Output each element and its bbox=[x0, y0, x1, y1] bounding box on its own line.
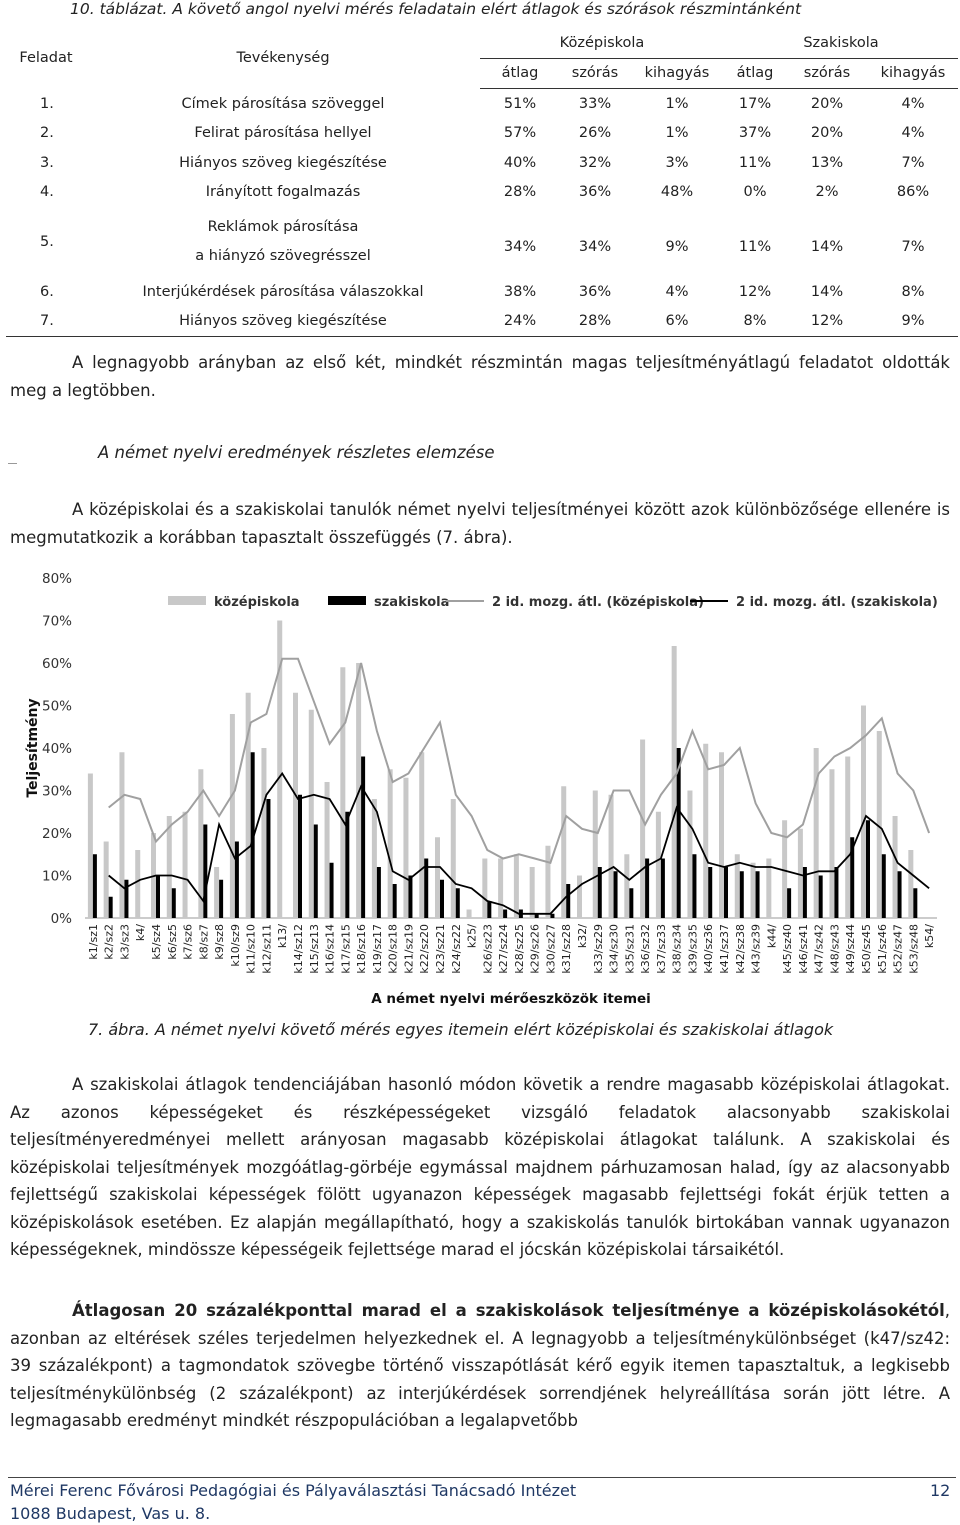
bar-kozepiskola bbox=[230, 714, 235, 918]
table-cell-value: 32% bbox=[578, 154, 612, 171]
table-row bbox=[6, 178, 958, 208]
table-subhead: szórás bbox=[786, 58, 868, 89]
bar-szakiskola bbox=[614, 871, 618, 918]
footer-address: 1088 Budapest, Vas u. 8. bbox=[10, 1504, 211, 1523]
table-row bbox=[6, 119, 958, 149]
x-tick-label: k54/ bbox=[923, 924, 937, 949]
bar-szakiskola bbox=[219, 880, 223, 918]
x-tick-label: k5/sz4 bbox=[150, 924, 163, 960]
table-cell-task: Hiányos szöveg kiegészítése bbox=[179, 154, 387, 171]
bar-kozepiskola bbox=[498, 859, 503, 919]
table-cell-value: 14% bbox=[810, 239, 844, 255]
bar-szakiskola bbox=[898, 871, 902, 918]
bar-kozepiskola bbox=[672, 646, 677, 918]
table-cell-value: 20% bbox=[810, 95, 844, 112]
table-row bbox=[6, 207, 958, 277]
bar-kozepiskola bbox=[482, 859, 487, 919]
table-subhead: szórás bbox=[560, 58, 630, 89]
table-cell-value: 11% bbox=[738, 154, 772, 171]
paragraph-4 bbox=[10, 1297, 950, 1435]
x-tick-label: k12/sz11 bbox=[260, 924, 274, 974]
bar-kozepiskola bbox=[435, 837, 440, 918]
table-cell-value: 7% bbox=[901, 239, 925, 255]
bar-kozepiskola bbox=[309, 710, 314, 918]
bar-szakiskola bbox=[487, 901, 491, 918]
x-tick-label: k31/sz28 bbox=[560, 924, 574, 974]
table-cell-value: 36% bbox=[578, 184, 612, 201]
table-cell-value: 7% bbox=[901, 154, 925, 171]
bar-kozepiskola bbox=[467, 910, 472, 919]
bar-kozepiskola bbox=[104, 842, 109, 919]
x-tick-label: k50/sz45 bbox=[860, 924, 873, 974]
x-tick-label: k17/sz15 bbox=[339, 924, 353, 974]
table-cell-num: 6. bbox=[40, 283, 54, 300]
x-tick-label: k43/sz39 bbox=[749, 924, 763, 974]
bar-kozepiskola bbox=[577, 876, 582, 919]
bar-kozepiskola bbox=[545, 846, 550, 918]
bar-szakiskola bbox=[503, 910, 507, 919]
x-tick-label: k19/sz17 bbox=[370, 924, 384, 974]
table-cell-task: Felirat párosítása hellyel bbox=[194, 125, 372, 142]
bar-kozepiskola bbox=[609, 795, 614, 918]
x-tick-label: k2/sz2 bbox=[102, 924, 116, 960]
table-cell-num: 5. bbox=[40, 234, 54, 250]
x-tick-label: k32/ bbox=[576, 924, 589, 949]
table-cell-value: 12% bbox=[786, 307, 868, 337]
bar-szakiskola bbox=[266, 799, 270, 918]
x-tick-label: k16/sz14 bbox=[323, 924, 337, 974]
x-tick-label: k48/sz43 bbox=[828, 924, 842, 974]
legend-label-kozepiskola: középiskola bbox=[214, 595, 300, 610]
table-cell-value: 0% bbox=[743, 184, 767, 201]
x-tick-label: k6/sz5 bbox=[165, 924, 179, 960]
paragraph-1: A legnagyobb arányban az első két, mindkét részmintán magas teljesítményátlagú feladatot oldották meg a legtöbben. bbox=[10, 353, 950, 400]
x-tick-label: k1/sz1 bbox=[86, 924, 100, 960]
bar-kozepiskola bbox=[640, 740, 645, 919]
chart-figure-7 bbox=[10, 563, 950, 1013]
bar-kozepiskola bbox=[656, 812, 661, 918]
table-subhead: kihagyás bbox=[868, 58, 958, 89]
x-tick-label: k29/sz26 bbox=[528, 924, 542, 974]
table-cell-task-line1: Reklámok párosítása bbox=[207, 219, 359, 235]
x-tick-label: k45/sz40 bbox=[781, 924, 795, 974]
bar-szakiskola bbox=[724, 867, 728, 918]
x-tick-label: k10/sz9 bbox=[228, 924, 242, 967]
table-cell-num: 7. bbox=[6, 307, 86, 337]
y-tick-label: 70% bbox=[41, 613, 72, 630]
bar-kozepiskola bbox=[798, 829, 803, 918]
x-tick-label: k3/sz3 bbox=[118, 924, 132, 960]
table-cell-value: 4% bbox=[665, 283, 689, 300]
table-cell-value: 1% bbox=[665, 125, 689, 142]
table-head-tevekenyseg: Tevékenység bbox=[236, 50, 330, 67]
table-caption: 10. táblázat. A követő angol nyelvi mérés feladatain elért átlagok és szórások részmintánként bbox=[70, 0, 802, 18]
bar-kozepiskola bbox=[829, 769, 834, 918]
bar-szakiskola bbox=[456, 888, 460, 918]
x-tick-label: k39/sz35 bbox=[686, 924, 700, 974]
bar-kozepiskola bbox=[261, 748, 266, 918]
table-cell-num: 3. bbox=[40, 154, 54, 171]
table-subhead: kihagyás bbox=[630, 58, 724, 89]
table-cell-value: 9% bbox=[868, 307, 958, 337]
table-cell-value: 34% bbox=[503, 239, 537, 255]
x-tick-label: k30/sz27 bbox=[544, 924, 558, 974]
table-cell-value: 33% bbox=[578, 95, 612, 112]
x-tick-label: k34/sz30 bbox=[607, 924, 621, 974]
x-tick-label: k8/sz7 bbox=[197, 924, 211, 960]
table-row bbox=[6, 148, 958, 178]
table-cell-value: 3% bbox=[665, 154, 689, 171]
bar-kozepiskola bbox=[593, 791, 598, 919]
table-cell-task: Interjúkérdések párosítása válaszokkal bbox=[142, 283, 424, 300]
bar-szakiskola bbox=[298, 795, 302, 918]
y-tick-label: 20% bbox=[41, 826, 72, 842]
bar-kozepiskola bbox=[183, 812, 188, 918]
paragraph-4-bold: Átlagosan 20 százalékponttal marad el a szakiskolások teljesítménye a középiskolásokétól bbox=[72, 1301, 945, 1320]
bar-szakiskola bbox=[787, 888, 791, 918]
bar-szakiskola bbox=[834, 867, 838, 918]
x-tick-label: k7/sz6 bbox=[181, 924, 195, 960]
table-cell-value: 1% bbox=[665, 95, 689, 112]
x-tick-label: k36/sz32 bbox=[639, 924, 653, 974]
paragraph-4-rest: , azonban az eltérések széles terjedelmen helyezkednek el. A legnagyobb a teljesítménykülönbséget (k47/sz42: 39 százalékpont) a tagmondatok szövegbe történő visszapótlását kérő egyik itemen tapasztaltuk, a legkisebb teljesítménykülönbség (2 százalékpont) az interjúkérdések sorrendjének helyreállítása során jött létre. A legmagasabb eredményt mindkét részpopulációban a legalapvetőbb bbox=[10, 1301, 950, 1430]
bar-szakiskola bbox=[345, 812, 349, 918]
footer-rule bbox=[8, 1477, 956, 1478]
bar-szakiskola bbox=[913, 888, 917, 918]
bar-kozepiskola bbox=[530, 867, 535, 918]
bar-szakiskola bbox=[109, 897, 113, 918]
bar-kozepiskola bbox=[782, 820, 787, 918]
table-cell-value: 36% bbox=[578, 283, 612, 300]
table-row bbox=[6, 89, 958, 119]
x-tick-label: k13/ bbox=[276, 924, 290, 949]
table-cell-value: 57% bbox=[503, 125, 537, 142]
bar-szakiskola bbox=[756, 871, 760, 918]
table-row bbox=[6, 277, 958, 307]
results-table bbox=[6, 28, 958, 337]
table-cell-value: 17% bbox=[738, 95, 772, 112]
bar-kozepiskola bbox=[419, 752, 424, 918]
y-tick-label: 80% bbox=[41, 571, 72, 587]
bar-szakiskola bbox=[156, 876, 160, 919]
bar-szakiskola bbox=[708, 867, 712, 918]
paragraph-2: A középiskolai és a szakiskolai tanulók német nyelvi teljesítményei között azok különbözősége ellenére is megmutatkozik a korábban tapasztalt összefüggés (7. ábra). bbox=[10, 500, 950, 547]
bar-szakiskola bbox=[866, 820, 870, 918]
table-cell-value: 28% bbox=[503, 184, 537, 201]
x-tick-label: k37/sz33 bbox=[654, 924, 668, 974]
table-cell-num: 4. bbox=[40, 184, 54, 201]
x-tick-label: k9/sz8 bbox=[213, 924, 227, 960]
table-cell-value: 4% bbox=[901, 95, 925, 112]
table-cell-value: 14% bbox=[810, 283, 844, 300]
table-cell-value: 24% bbox=[480, 307, 560, 337]
table-cell-task: Hiányos szöveg kiegészítése bbox=[86, 307, 480, 337]
table-cell-value: 20% bbox=[810, 125, 844, 142]
bar-szakiskola bbox=[203, 825, 207, 919]
x-tick-label: k15/sz13 bbox=[307, 924, 321, 974]
y-tick-label: 0% bbox=[50, 911, 72, 927]
table-cell-task: Irányított fogalmazás bbox=[205, 184, 361, 201]
table-cell-value: 6% bbox=[630, 307, 724, 337]
table-head-szakiskola: Szakiskola bbox=[724, 28, 958, 58]
table-cell-value: 28% bbox=[560, 307, 630, 337]
table-cell-task: Címek párosítása szöveggel bbox=[181, 95, 385, 112]
bar-kozepiskola bbox=[135, 850, 140, 918]
bar-kozepiskola bbox=[388, 769, 393, 918]
table-cell-value: 9% bbox=[665, 239, 689, 255]
footer-institute: Mérei Ferenc Fővárosi Pedagógiai és Pályaválasztási Tanácsadó Intézet bbox=[10, 1481, 577, 1500]
bar-kozepiskola bbox=[372, 799, 377, 918]
table-cell-value: 26% bbox=[578, 125, 612, 142]
bar-kozepiskola bbox=[293, 693, 298, 918]
bar-kozepiskola bbox=[514, 854, 519, 918]
bar-kozepiskola bbox=[751, 863, 756, 918]
x-tick-label: k35/sz31 bbox=[623, 924, 637, 974]
table-cell-value: 8% bbox=[724, 307, 786, 337]
table-row bbox=[6, 307, 958, 337]
table-cell-value: 37% bbox=[738, 125, 772, 142]
x-tick-label: k4/ bbox=[134, 924, 148, 942]
x-tick-label: k41/sz37 bbox=[718, 924, 731, 974]
bar-szakiskola bbox=[692, 854, 696, 918]
x-axis-title: A német nyelvi mérőeszközök itemei bbox=[371, 991, 651, 1007]
y-tick-label: 60% bbox=[41, 656, 72, 672]
bar-szakiskola bbox=[393, 884, 397, 918]
table-cell-value: 8% bbox=[901, 283, 925, 300]
legend-label-mozg-szak: 2 id. mozg. átl. (szakiskola) bbox=[736, 595, 938, 610]
x-tick-label: k14/sz12 bbox=[292, 924, 305, 974]
bar-szakiskola bbox=[172, 888, 176, 918]
table-cell-value: 51% bbox=[503, 95, 537, 112]
x-tick-label: k18/sz16 bbox=[355, 924, 369, 974]
bar-szakiskola bbox=[330, 863, 334, 918]
bar-kozepiskola bbox=[908, 850, 913, 918]
bar-szakiskola bbox=[235, 842, 239, 919]
legend-swatch-szakiskola bbox=[328, 596, 366, 605]
bar-kozepiskola bbox=[687, 791, 692, 919]
bar-szakiskola bbox=[740, 871, 744, 918]
x-tick-label: k24/sz22 bbox=[449, 924, 463, 974]
section-heading: A német nyelvi eredmények részletes elemzése bbox=[98, 443, 495, 462]
table-subhead: átlag bbox=[480, 58, 560, 89]
bar-szakiskola bbox=[661, 859, 665, 919]
x-tick-label: k44/ bbox=[765, 924, 779, 949]
bar-kozepiskola bbox=[340, 667, 345, 918]
x-tick-label: k42/sz38 bbox=[733, 924, 747, 974]
table-cell-task-line2: a hiányzó szövegrésszel bbox=[195, 248, 371, 264]
legend-swatch-kozepiskola bbox=[168, 596, 206, 605]
x-tick-label: k26/sz23 bbox=[481, 924, 495, 974]
bar-kozepiskola bbox=[624, 854, 629, 918]
table-cell-value: 2% bbox=[815, 184, 839, 201]
table-cell-value: 40% bbox=[503, 154, 537, 171]
x-tick-label: k25/ bbox=[465, 924, 479, 949]
x-tick-label: k28/sz25 bbox=[512, 924, 526, 974]
bar-szakiskola bbox=[566, 884, 570, 918]
bar-kozepiskola bbox=[719, 752, 724, 918]
bar-kozepiskola bbox=[214, 867, 219, 918]
bar-szakiskola bbox=[361, 757, 365, 919]
x-tick-label: k23/sz21 bbox=[434, 924, 447, 974]
table-cell-task bbox=[86, 207, 480, 277]
figure-caption-number: 7. ábra. bbox=[88, 1020, 150, 1039]
bar-szakiskola bbox=[314, 825, 318, 919]
paragraph-3: A szakiskolai átlagok tendenciájában hasonló módon követik a rendre magasabb középiskolai átlagokat. Az azonos képességeket és részképességeket vizsgáló feladatok alacsonyabb szakiskolai teljesítményeredményei mellett arányosan magasabb középiskolai átlagokat találunk. A szakiskolai és középiskolai teljesítmények mozgóátlag-görbéje egymással majdnem párhuzamosan halad, így az alacsonyabb fejlettségű szakiskolai képességek fölött ugyanazon képességek magasabb fejlettségi fokát érjük tetten a középiskolások esetében. Ez alapján megállapítható, hogy a szakiskolás tanulók birtokában vannak ugyanazon képességeknek, mindössze képességeik fejlettsége marad el jócskán középiskolai társaikétól. bbox=[10, 1075, 950, 1259]
bar-kozepiskola bbox=[845, 757, 850, 919]
bar-szakiskola bbox=[819, 876, 823, 919]
legend-label-szakiskola: szakiskola bbox=[374, 595, 450, 610]
bar-szakiskola bbox=[408, 876, 412, 919]
table-cell-value: 11% bbox=[738, 239, 772, 255]
table-cell-value: 48% bbox=[660, 184, 694, 201]
bar-szakiskola bbox=[629, 888, 633, 918]
bar-kozepiskola bbox=[119, 752, 124, 918]
page-number: 12 bbox=[930, 1481, 951, 1500]
bar-szakiskola bbox=[377, 867, 381, 918]
table-cell-num: 2. bbox=[40, 125, 54, 142]
x-tick-label: k46/sz41 bbox=[796, 924, 810, 974]
x-tick-label: k38/sz34 bbox=[670, 924, 684, 974]
bar-kozepiskola bbox=[167, 816, 172, 918]
x-tick-label: k51/sz46 bbox=[875, 924, 889, 974]
figure-caption-text: A német nyelvi követő mérés egyes itemein elért középiskolai és szakiskolai átlagok bbox=[154, 1020, 834, 1039]
bar-kozepiskola bbox=[88, 774, 93, 919]
y-tick-label: 30% bbox=[41, 783, 72, 800]
heading-marker bbox=[8, 463, 17, 464]
figure-caption bbox=[88, 1020, 833, 1039]
x-tick-label: k20/sz18 bbox=[386, 924, 400, 974]
x-tick-label: k22/sz20 bbox=[418, 924, 432, 974]
table-cell-num: 1. bbox=[40, 95, 54, 112]
table-cell-value: 13% bbox=[810, 154, 844, 171]
x-tick-label: k49/sz44 bbox=[844, 924, 858, 974]
x-tick-label: k47/sz42 bbox=[812, 924, 826, 974]
table-cell-value: 4% bbox=[901, 125, 925, 142]
legend-label-mozg-kozep: 2 id. mozg. átl. (középiskola) bbox=[492, 595, 704, 610]
x-tick-label: k52/sz47 bbox=[891, 924, 905, 974]
table-head-feladat: Feladat bbox=[19, 50, 73, 67]
x-tick-label: k27/sz24 bbox=[497, 924, 511, 974]
table-subhead: átlag bbox=[724, 58, 786, 89]
y-tick-label: 10% bbox=[41, 868, 72, 885]
x-tick-label: k40/sz36 bbox=[702, 924, 716, 974]
x-tick-label: k53/sz48 bbox=[907, 924, 921, 974]
bar-szakiskola bbox=[440, 880, 444, 918]
table-head-kozepiskola: Középiskola bbox=[480, 28, 724, 58]
table-cell-value: 86% bbox=[896, 184, 930, 201]
table-cell-value: 38% bbox=[503, 283, 537, 300]
x-tick-label: k33/sz29 bbox=[591, 924, 605, 974]
y-tick-label: 40% bbox=[41, 741, 72, 757]
bar-kozepiskola bbox=[451, 799, 456, 918]
bar-kozepiskola bbox=[893, 816, 898, 918]
bar-kozepiskola bbox=[403, 778, 408, 918]
bar-szakiskola bbox=[93, 854, 97, 918]
x-tick-label: k11/sz10 bbox=[244, 924, 258, 974]
y-tick-label: 50% bbox=[41, 698, 72, 715]
bar-szakiskola bbox=[882, 854, 886, 918]
bar-kozepiskola bbox=[325, 782, 330, 918]
x-tick-label: k21/sz19 bbox=[402, 924, 416, 974]
table-cell-value: 12% bbox=[738, 283, 772, 300]
table-cell-value: 34% bbox=[578, 239, 612, 255]
y-axis-title: Teljesítmény bbox=[25, 698, 41, 798]
